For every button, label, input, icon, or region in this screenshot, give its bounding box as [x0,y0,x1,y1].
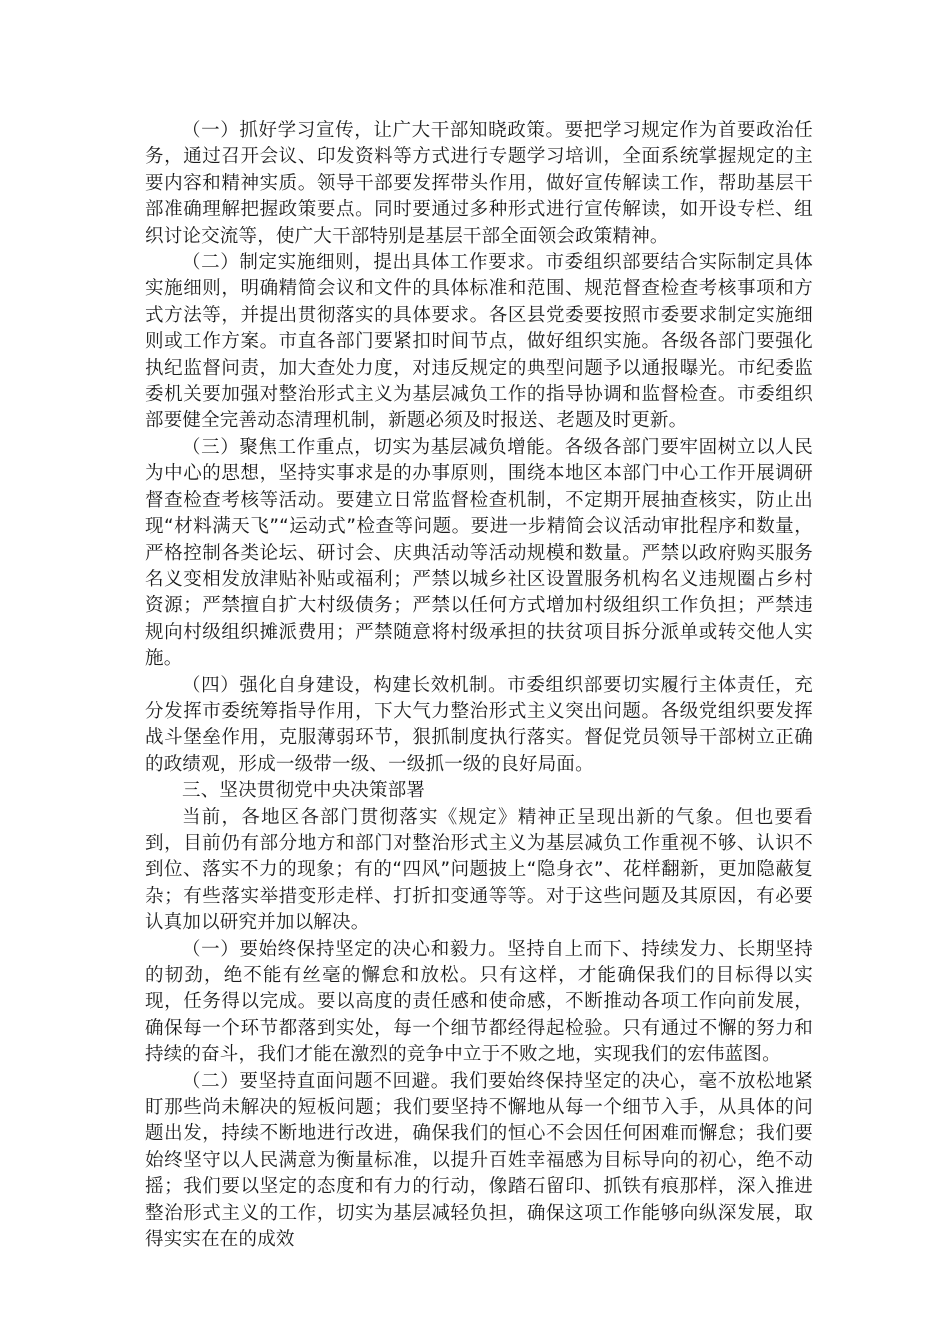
document-body [145,118,813,1253]
paragraph-burden-reduction: （三）聚焦工作重点，切实为基层减负增能。各级各部门要牢固树立以人民为中心的思想，坚持实事求是的办事原则，围绕本地区本部门中心工作开展调研督查检查考核等活动。要建立日常监督检查机制，不定期开展抽查核实，防止出现“材料满天飞”“运动式”检查等问题。要进一步精简会议活动审批程序和数量，严格控制各类论坛、研讨会、庆典活动等活动规模和数量。严禁以政府购买服务名义变相发放津贴补贴或福利；严禁以城乡社区设置服务机构名义违规圈占乡村资源；严禁擅自扩大村级债务；严禁以任何方式增加村级组织工作负担；严禁违规向村级组织摊派费用；严禁随意将村级承担的扶贫项目拆分派单或转交他人实施。 [145,436,813,670]
paragraph-implementation-rules: （二）制定实施细则，提出具体工作要求。市委组织部要结合实际制定具体实施细则，明确精简会议和文件的具体标准和范围、规范督查检查考核事项和方式方法等，并提出贯彻落实的具体要求。各区县党委要按照市委要求制定实施细则或工作方案。市直各部门要紧扣时间节点，做好组织实施。各级各部门要强化执纪监督问责，加大查处力度，对违反规定的典型问题予以通报曝光。市纪委监委机关要加强对整治形式主义为基层减负工作的指导协调和监督检查。市委组织部要健全完善动态清理机制，新题必须及时报送、老题及时更新。 [145,252,813,432]
paragraph-self-construction: （四）强化自身建设，构建长效机制。市委组织部要切实履行主体责任，充分发挥市委统筹指导作用，下大气力整治形式主义突出问题。各级党组织要发挥战斗堡垒作用，克服薄弱环节，狠抓制度执行落实。督促党员领导干部树立正确的政绩观，形成一级带一级、一级抓一级的良好局面。 [145,674,813,775]
section-heading: 三、坚决贯彻党中央决策部署 [182,780,426,802]
paragraph-face-problems: （二）要坚持直面问题不回避。我们要始终保持坚定的决心，毫不放松地紧盯那些尚未解决的短板问题；我们要坚持不懈地从每一个细节入手，从具体的问题出发，持续不断地进行改进，确保我们的恒心不会因任何困难而懈怠；我们要始终坚守以人民满意为衡量标准，以提升百姓幸福感为目标导向的初心，绝不动摇；我们要以坚定的态度和有力的行动，像踏石留印、抓铁有痕那样，深入推进整治形式主义的工作，切实为基层减轻负担，确保这项工作能够向纵深发展，取得实实在在的成效 [145,1070,813,1251]
paragraph-current-situation: 当前，各地区各部门贯彻落实《规定》精神正呈现出新的气象。但也要看到，目前仍有部分地方和部门对整治形式主义为基层减负工作重视不够、认识不到位、落实不力的现象；有的“四风”问题披上“隐身衣”、花样翻新，更加隐蔽复杂；有些落实举措变形走样、打折扣变通等等。对于这些问题及其原因，有必要认真加以研究并加以解决。 [145,806,813,934]
paragraph-study-publicity: （一）抓好学习宣传，让广大干部知晓政策。要把学习规定作为首要政治任务，通过召开会议、印发资料等方式进行专题学习培训，全面系统掌握规定的主要内容和精神实质。领导干部要发挥带头作用，做好宣传解读工作，帮助基层干部准确理解把握政策要点。同时要通过多种形式进行宣传解读，如开设专栏、组织讨论交流等，使广大干部特别是基层干部全面领会政策精神。 [145,120,813,247]
paragraph-determination: （一）要始终保持坚定的决心和毅力。坚持自上而下、持续发力、长期坚持的韧劲，绝不能有丝毫的懈怠和放松。只有这样，才能确保我们的目标得以实现，任务得以完成。要以高度的责任感和使命感，不断推动各项工作向前发展，确保每一个环节都落到实处，每一个细节都经得起检验。只有通过不懈的努力和持续的奋斗，我们才能在激烈的竞争中立于不败之地，实现我们的宏伟蓝图。 [145,938,813,1066]
